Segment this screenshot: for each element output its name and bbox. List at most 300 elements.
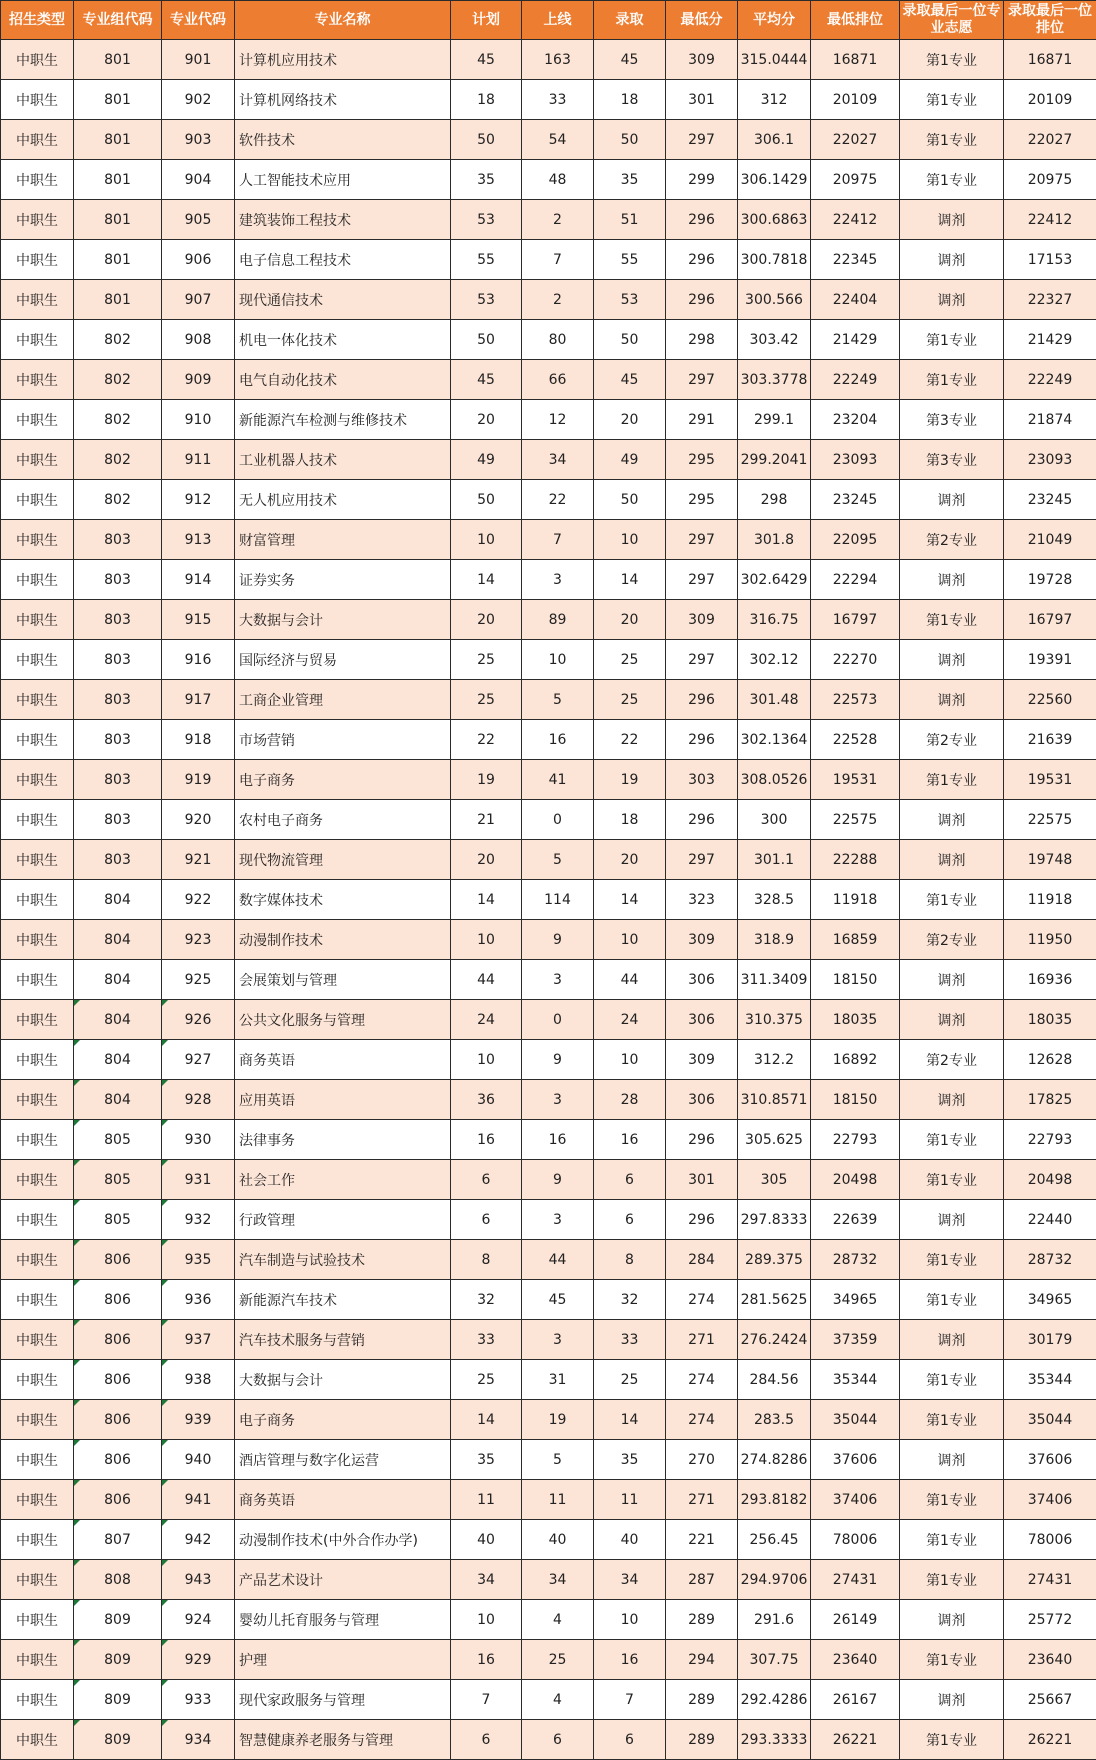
table-cell: 299.1 bbox=[738, 400, 811, 440]
table-cell: 14 bbox=[451, 1400, 522, 1440]
table-cell: 53 bbox=[451, 280, 522, 320]
table-cell: 293.8182 bbox=[738, 1480, 811, 1520]
table-cell: 66 bbox=[522, 360, 594, 400]
table-cell: 22345 bbox=[811, 240, 900, 280]
table-row bbox=[1, 1360, 1096, 1400]
table-cell: 806 bbox=[74, 1320, 162, 1360]
table-cell: 809 bbox=[74, 1720, 162, 1760]
table-cell: 28 bbox=[594, 1080, 666, 1120]
table-cell: 中职生 bbox=[1, 600, 74, 640]
table-cell: 第1专业 bbox=[900, 1560, 1004, 1600]
table-cell: 5 bbox=[522, 840, 594, 880]
table-cell: 296 bbox=[666, 1120, 738, 1160]
table-cell: 3 bbox=[522, 560, 594, 600]
table-cell: 证券实务 bbox=[235, 560, 451, 600]
table-row bbox=[1, 1000, 1096, 1040]
table-cell: 16 bbox=[594, 1120, 666, 1160]
table-cell: 第1专业 bbox=[900, 600, 1004, 640]
table-cell: 301.1 bbox=[738, 840, 811, 880]
table-cell: 现代通信技术 bbox=[235, 280, 451, 320]
table-cell: 25 bbox=[522, 1640, 594, 1680]
table-cell: 801 bbox=[74, 200, 162, 240]
table-cell: 16871 bbox=[1004, 40, 1096, 80]
table-cell: 920 bbox=[162, 800, 235, 840]
table-cell: 中职生 bbox=[1, 520, 74, 560]
table-cell: 804 bbox=[74, 1080, 162, 1120]
table-cell: 中职生 bbox=[1, 1360, 74, 1400]
header-cell: 平均分 bbox=[738, 1, 811, 40]
table-cell: 无人机应用技术 bbox=[235, 480, 451, 520]
table-cell: 第1专业 bbox=[900, 120, 1004, 160]
table-cell: 22573 bbox=[811, 680, 900, 720]
table-cell: 23093 bbox=[1004, 440, 1096, 480]
table-cell: 50 bbox=[594, 480, 666, 520]
table-cell: 人工智能技术应用 bbox=[235, 160, 451, 200]
table-cell: 中职生 bbox=[1, 1600, 74, 1640]
table-cell: 20 bbox=[451, 840, 522, 880]
table-cell: 12 bbox=[522, 400, 594, 440]
table-row bbox=[1, 40, 1096, 80]
table-cell: 应用英语 bbox=[235, 1080, 451, 1120]
table-cell: 14 bbox=[451, 880, 522, 920]
table-cell: 软件技术 bbox=[235, 120, 451, 160]
table-cell: 建筑装饰工程技术 bbox=[235, 200, 451, 240]
table-cell: 社会工作 bbox=[235, 1160, 451, 1200]
table-row bbox=[1, 400, 1096, 440]
table-cell: 30179 bbox=[1004, 1320, 1096, 1360]
table-cell: 929 bbox=[162, 1640, 235, 1680]
table-cell: 306 bbox=[666, 1080, 738, 1120]
table-cell: 923 bbox=[162, 920, 235, 960]
table-cell: 10 bbox=[594, 1040, 666, 1080]
table-cell: 49 bbox=[451, 440, 522, 480]
table-cell: 20498 bbox=[811, 1160, 900, 1200]
table-row bbox=[1, 1200, 1096, 1240]
table-cell: 18035 bbox=[1004, 1000, 1096, 1040]
table-cell: 294 bbox=[666, 1640, 738, 1680]
table-cell: 801 bbox=[74, 240, 162, 280]
table-cell: 工业机器人技术 bbox=[235, 440, 451, 480]
table-cell: 24 bbox=[594, 1000, 666, 1040]
table-cell: 8 bbox=[594, 1240, 666, 1280]
table-cell: 调剂 bbox=[900, 1080, 1004, 1120]
table-cell: 婴幼儿托育服务与管理 bbox=[235, 1600, 451, 1640]
table-cell: 303 bbox=[666, 760, 738, 800]
table-cell: 第3专业 bbox=[900, 400, 1004, 440]
table-cell: 21049 bbox=[1004, 520, 1096, 560]
table-cell: 921 bbox=[162, 840, 235, 880]
table-cell: 中职生 bbox=[1, 800, 74, 840]
table-row bbox=[1, 1720, 1096, 1760]
table-cell: 14 bbox=[594, 1400, 666, 1440]
table-cell: 16892 bbox=[811, 1040, 900, 1080]
table-cell: 904 bbox=[162, 160, 235, 200]
table-cell: 中职生 bbox=[1, 40, 74, 80]
table-cell: 25 bbox=[451, 640, 522, 680]
table-cell: 中职生 bbox=[1, 720, 74, 760]
table-cell: 34965 bbox=[1004, 1280, 1096, 1320]
table-cell: 6 bbox=[451, 1720, 522, 1760]
table-cell: 19 bbox=[594, 760, 666, 800]
table-cell: 41 bbox=[522, 760, 594, 800]
table-cell: 7 bbox=[522, 240, 594, 280]
table-cell: 中职生 bbox=[1, 1400, 74, 1440]
table-cell: 33 bbox=[522, 80, 594, 120]
table-cell: 803 bbox=[74, 600, 162, 640]
table-cell: 第1专业 bbox=[900, 1120, 1004, 1160]
table-cell: 307.75 bbox=[738, 1640, 811, 1680]
table-cell: 26221 bbox=[1004, 1720, 1096, 1760]
table-cell: 802 bbox=[74, 440, 162, 480]
table-row bbox=[1, 920, 1096, 960]
table-cell: 274 bbox=[666, 1360, 738, 1400]
table-cell: 调剂 bbox=[900, 1200, 1004, 1240]
table-cell: 22027 bbox=[1004, 120, 1096, 160]
table-cell: 808 bbox=[74, 1560, 162, 1600]
table-cell: 35 bbox=[594, 160, 666, 200]
table-cell: 20 bbox=[594, 400, 666, 440]
table-cell: 11 bbox=[594, 1480, 666, 1520]
table-cell: 7 bbox=[594, 1680, 666, 1720]
table-cell: 中职生 bbox=[1, 1320, 74, 1360]
table-cell: 16797 bbox=[811, 600, 900, 640]
table-cell: 37606 bbox=[811, 1440, 900, 1480]
table-cell: 901 bbox=[162, 40, 235, 80]
table-cell: 23245 bbox=[811, 480, 900, 520]
table-cell: 806 bbox=[74, 1240, 162, 1280]
table-cell: 910 bbox=[162, 400, 235, 440]
table-cell: 10 bbox=[451, 520, 522, 560]
table-row bbox=[1, 240, 1096, 280]
table-cell: 32 bbox=[594, 1280, 666, 1320]
table-cell: 调剂 bbox=[900, 240, 1004, 280]
table-cell: 300.7818 bbox=[738, 240, 811, 280]
table-row bbox=[1, 360, 1096, 400]
table-cell: 22 bbox=[594, 720, 666, 760]
table-cell: 34 bbox=[594, 1560, 666, 1600]
table-cell: 295 bbox=[666, 480, 738, 520]
table-row bbox=[1, 1560, 1096, 1600]
table-cell: 284.56 bbox=[738, 1360, 811, 1400]
table-cell: 25 bbox=[451, 1360, 522, 1400]
table-cell: 16 bbox=[594, 1640, 666, 1680]
table-cell: 53 bbox=[451, 200, 522, 240]
table-cell: 918 bbox=[162, 720, 235, 760]
table-cell: 22288 bbox=[811, 840, 900, 880]
table-cell: 291 bbox=[666, 400, 738, 440]
table-cell: 中职生 bbox=[1, 1040, 74, 1080]
table-cell: 318.9 bbox=[738, 920, 811, 960]
table-cell: 19531 bbox=[1004, 760, 1096, 800]
table-cell: 35044 bbox=[1004, 1400, 1096, 1440]
table-cell: 804 bbox=[74, 880, 162, 920]
table-row bbox=[1, 840, 1096, 880]
table-cell: 23204 bbox=[811, 400, 900, 440]
table-cell: 18 bbox=[451, 80, 522, 120]
table-cell: 28732 bbox=[811, 1240, 900, 1280]
table-cell: 电子商务 bbox=[235, 1400, 451, 1440]
table-cell: 中职生 bbox=[1, 200, 74, 240]
table-cell: 270 bbox=[666, 1440, 738, 1480]
table-cell: 3 bbox=[522, 1200, 594, 1240]
table-cell: 49 bbox=[594, 440, 666, 480]
table-cell: 913 bbox=[162, 520, 235, 560]
table-cell: 21874 bbox=[1004, 400, 1096, 440]
table-row bbox=[1, 1040, 1096, 1080]
table-cell: 271 bbox=[666, 1320, 738, 1360]
table-cell: 801 bbox=[74, 280, 162, 320]
table-cell: 6 bbox=[522, 1720, 594, 1760]
table-cell: 22528 bbox=[811, 720, 900, 760]
table-cell: 312 bbox=[738, 80, 811, 120]
table-row bbox=[1, 880, 1096, 920]
table-cell: 商务英语 bbox=[235, 1480, 451, 1520]
table-cell: 801 bbox=[74, 40, 162, 80]
table-cell: 302.6429 bbox=[738, 560, 811, 600]
table-cell: 805 bbox=[74, 1160, 162, 1200]
table-cell: 20498 bbox=[1004, 1160, 1096, 1200]
table-cell: 902 bbox=[162, 80, 235, 120]
table-cell: 10 bbox=[522, 640, 594, 680]
table-row bbox=[1, 1440, 1096, 1480]
table-cell: 922 bbox=[162, 880, 235, 920]
table-cell: 调剂 bbox=[900, 1440, 1004, 1480]
table-cell: 6 bbox=[594, 1160, 666, 1200]
table-cell: 283.5 bbox=[738, 1400, 811, 1440]
table-cell: 4 bbox=[522, 1600, 594, 1640]
table-cell: 937 bbox=[162, 1320, 235, 1360]
table-cell: 中职生 bbox=[1, 1240, 74, 1280]
table-cell: 中职生 bbox=[1, 240, 74, 280]
table-cell: 汽车制造与试验技术 bbox=[235, 1240, 451, 1280]
table-cell: 20975 bbox=[1004, 160, 1096, 200]
table-cell: 11918 bbox=[811, 880, 900, 920]
table-cell: 801 bbox=[74, 160, 162, 200]
table-cell: 0 bbox=[522, 1000, 594, 1040]
table-cell: 308.0526 bbox=[738, 760, 811, 800]
table-cell: 917 bbox=[162, 680, 235, 720]
table-cell: 114 bbox=[522, 880, 594, 920]
table-cell: 305.625 bbox=[738, 1120, 811, 1160]
table-cell: 第1专业 bbox=[900, 40, 1004, 80]
table-row bbox=[1, 1320, 1096, 1360]
table-cell: 22249 bbox=[1004, 360, 1096, 400]
table-cell: 工商企业管理 bbox=[235, 680, 451, 720]
table-cell: 936 bbox=[162, 1280, 235, 1320]
table-cell: 301 bbox=[666, 1160, 738, 1200]
table-cell: 调剂 bbox=[900, 960, 1004, 1000]
table-cell: 25772 bbox=[1004, 1600, 1096, 1640]
table-cell: 17153 bbox=[1004, 240, 1096, 280]
table-cell: 国际经济与贸易 bbox=[235, 640, 451, 680]
table-cell: 44 bbox=[594, 960, 666, 1000]
table-cell: 第2专业 bbox=[900, 520, 1004, 560]
table-cell: 78006 bbox=[811, 1520, 900, 1560]
table-row bbox=[1, 160, 1096, 200]
table-cell: 调剂 bbox=[900, 840, 1004, 880]
table-row bbox=[1, 1640, 1096, 1680]
table-cell: 行政管理 bbox=[235, 1200, 451, 1240]
table-cell: 中职生 bbox=[1, 560, 74, 600]
table-cell: 22027 bbox=[811, 120, 900, 160]
table-cell: 303.42 bbox=[738, 320, 811, 360]
table-cell: 297 bbox=[666, 560, 738, 600]
table-cell: 802 bbox=[74, 480, 162, 520]
table-cell: 915 bbox=[162, 600, 235, 640]
table-cell: 中职生 bbox=[1, 440, 74, 480]
table-cell: 17825 bbox=[1004, 1080, 1096, 1120]
table-cell: 297 bbox=[666, 840, 738, 880]
table-cell: 297 bbox=[666, 520, 738, 560]
table-cell: 55 bbox=[594, 240, 666, 280]
table-cell: 803 bbox=[74, 680, 162, 720]
table-cell: 933 bbox=[162, 1680, 235, 1720]
table-cell: 法律事务 bbox=[235, 1120, 451, 1160]
table-cell: 906 bbox=[162, 240, 235, 280]
table-row bbox=[1, 1480, 1096, 1520]
table-cell: 907 bbox=[162, 280, 235, 320]
table-row bbox=[1, 120, 1096, 160]
table-row bbox=[1, 1120, 1096, 1160]
table-cell: 中职生 bbox=[1, 320, 74, 360]
table-cell: 803 bbox=[74, 840, 162, 880]
table-cell: 809 bbox=[74, 1680, 162, 1720]
table-cell: 925 bbox=[162, 960, 235, 1000]
table-cell: 6 bbox=[451, 1200, 522, 1240]
table-cell: 294.9706 bbox=[738, 1560, 811, 1600]
table-cell: 10 bbox=[451, 1600, 522, 1640]
table-cell: 305 bbox=[738, 1160, 811, 1200]
header-cell: 招生类型 bbox=[1, 1, 74, 40]
table-cell: 中职生 bbox=[1, 680, 74, 720]
table-cell: 323 bbox=[666, 880, 738, 920]
table-cell: 第1专业 bbox=[900, 160, 1004, 200]
table-cell: 296 bbox=[666, 240, 738, 280]
table-cell: 89 bbox=[522, 600, 594, 640]
table-row bbox=[1, 1520, 1096, 1560]
table-cell: 328.5 bbox=[738, 880, 811, 920]
table-cell: 24 bbox=[451, 1000, 522, 1040]
table-cell: 802 bbox=[74, 320, 162, 360]
table-cell: 电气自动化技术 bbox=[235, 360, 451, 400]
table-cell: 6 bbox=[451, 1160, 522, 1200]
table-cell: 7 bbox=[451, 1680, 522, 1720]
table-cell: 276.2424 bbox=[738, 1320, 811, 1360]
table-cell: 54 bbox=[522, 120, 594, 160]
table-cell: 调剂 bbox=[900, 280, 1004, 320]
table-cell: 12628 bbox=[1004, 1040, 1096, 1080]
table-cell: 801 bbox=[74, 120, 162, 160]
table-cell: 第1专业 bbox=[900, 760, 1004, 800]
table-cell: 289.375 bbox=[738, 1240, 811, 1280]
table-cell: 809 bbox=[74, 1640, 162, 1680]
table-cell: 804 bbox=[74, 1000, 162, 1040]
table-cell: 804 bbox=[74, 920, 162, 960]
table-cell: 28732 bbox=[1004, 1240, 1096, 1280]
table-cell: 804 bbox=[74, 960, 162, 1000]
table-cell: 315.0444 bbox=[738, 40, 811, 80]
table-cell: 22249 bbox=[811, 360, 900, 400]
table-cell: 动漫制作技术(中外合作办学) bbox=[235, 1520, 451, 1560]
table-cell: 302.1364 bbox=[738, 720, 811, 760]
table-cell: 930 bbox=[162, 1120, 235, 1160]
table-cell: 中职生 bbox=[1, 840, 74, 880]
table-cell: 801 bbox=[74, 80, 162, 120]
table-cell: 34 bbox=[522, 440, 594, 480]
table-cell: 10 bbox=[451, 1040, 522, 1080]
table-cell: 16 bbox=[451, 1640, 522, 1680]
table-cell: 298 bbox=[738, 480, 811, 520]
table-cell: 中职生 bbox=[1, 1160, 74, 1200]
table-cell: 33 bbox=[594, 1320, 666, 1360]
table-cell: 297 bbox=[666, 360, 738, 400]
table-cell: 第1专业 bbox=[900, 1720, 1004, 1760]
table-cell: 287 bbox=[666, 1560, 738, 1600]
table-cell: 第2专业 bbox=[900, 1040, 1004, 1080]
table-cell: 934 bbox=[162, 1720, 235, 1760]
table-cell: 调剂 bbox=[900, 200, 1004, 240]
table-cell: 34 bbox=[522, 1560, 594, 1600]
table-cell: 25 bbox=[451, 680, 522, 720]
table-cell: 14 bbox=[451, 560, 522, 600]
table-cell: 大数据与会计 bbox=[235, 600, 451, 640]
table-row bbox=[1, 1600, 1096, 1640]
table-cell: 中职生 bbox=[1, 480, 74, 520]
table-cell: 会展策划与管理 bbox=[235, 960, 451, 1000]
table-row bbox=[1, 640, 1096, 680]
table-cell: 309 bbox=[666, 1040, 738, 1080]
table-cell: 306 bbox=[666, 960, 738, 1000]
table-cell: 301.48 bbox=[738, 680, 811, 720]
table-cell: 302.12 bbox=[738, 640, 811, 680]
table-cell: 18 bbox=[594, 800, 666, 840]
table-cell: 第1专业 bbox=[900, 360, 1004, 400]
table-cell: 调剂 bbox=[900, 640, 1004, 680]
table-cell: 908 bbox=[162, 320, 235, 360]
table-cell: 50 bbox=[451, 480, 522, 520]
table-cell: 10 bbox=[594, 1600, 666, 1640]
table-cell: 第2专业 bbox=[900, 920, 1004, 960]
table-cell: 21429 bbox=[811, 320, 900, 360]
table-cell: 14 bbox=[594, 560, 666, 600]
table-cell: 计算机应用技术 bbox=[235, 40, 451, 80]
table-row bbox=[1, 520, 1096, 560]
table-cell: 36 bbox=[451, 1080, 522, 1120]
header-cell: 最低分 bbox=[666, 1, 738, 40]
table-cell: 40 bbox=[594, 1520, 666, 1560]
table-cell: 35044 bbox=[811, 1400, 900, 1440]
table-cell: 16 bbox=[451, 1120, 522, 1160]
header-cell: 录取最后一位排位 bbox=[1004, 1, 1096, 40]
table-cell: 300 bbox=[738, 800, 811, 840]
table-cell: 296 bbox=[666, 280, 738, 320]
table-cell: 78006 bbox=[1004, 1520, 1096, 1560]
table-cell: 中职生 bbox=[1, 1200, 74, 1240]
table-cell: 298 bbox=[666, 320, 738, 360]
table-cell: 943 bbox=[162, 1560, 235, 1600]
table-cell: 农村电子商务 bbox=[235, 800, 451, 840]
table-cell: 33 bbox=[451, 1320, 522, 1360]
table-cell: 中职生 bbox=[1, 1680, 74, 1720]
header-cell: 专业名称 bbox=[235, 1, 451, 40]
table-cell: 274.8286 bbox=[738, 1440, 811, 1480]
table-row bbox=[1, 1400, 1096, 1440]
table-cell: 22793 bbox=[811, 1120, 900, 1160]
table-cell: 940 bbox=[162, 1440, 235, 1480]
table-cell: 31 bbox=[522, 1360, 594, 1400]
table-cell: 44 bbox=[522, 1240, 594, 1280]
table-cell: 第1专业 bbox=[900, 1240, 1004, 1280]
